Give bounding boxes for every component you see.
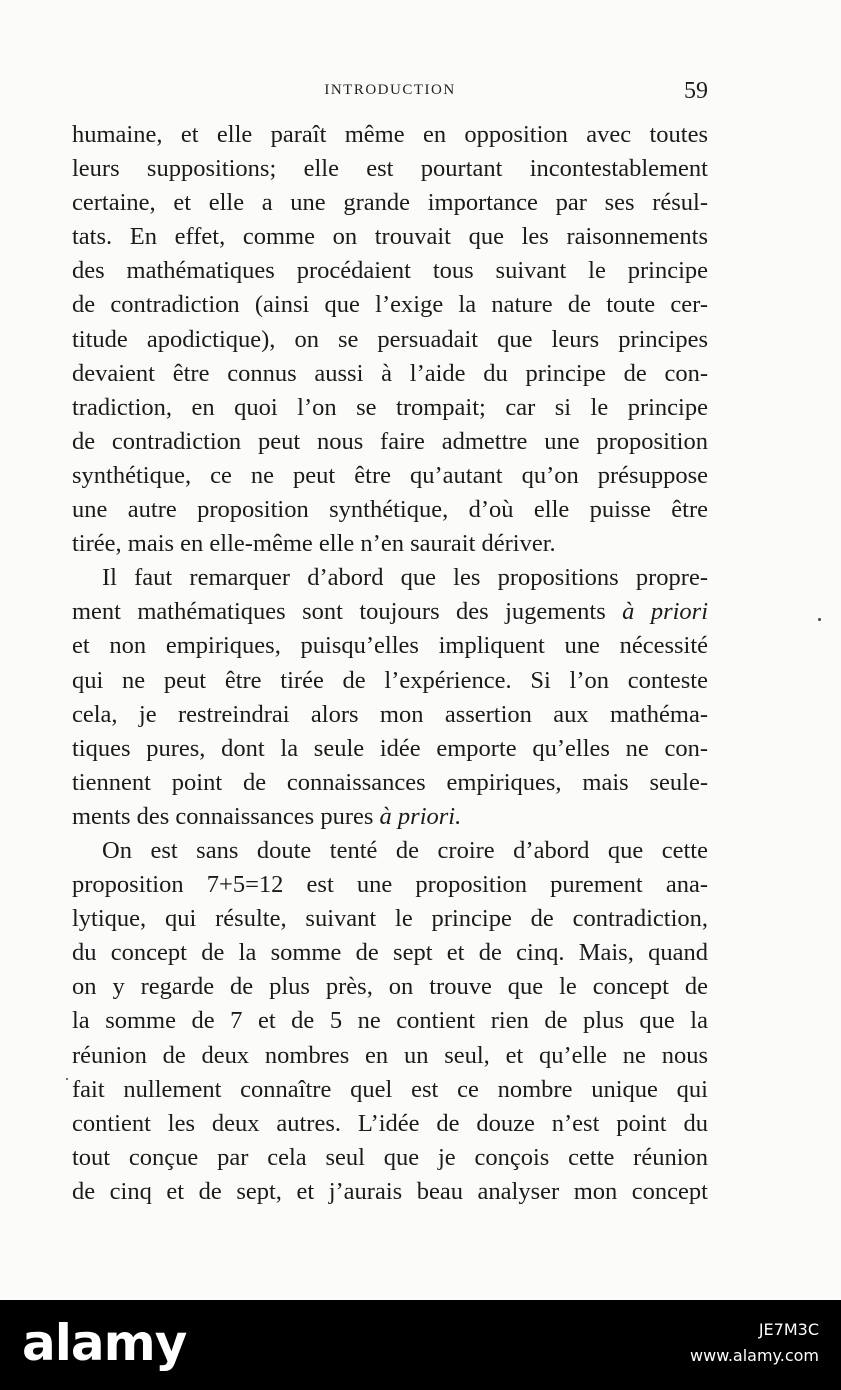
text-line: fait nullement connaître quel est ce nombre unique qui	[72, 1075, 708, 1103]
watermark-logo: alamy	[22, 1314, 187, 1372]
text-line: cela, je restreindrai alors mon assertion aux mathéma-	[72, 700, 708, 728]
text-line-with-italic	[72, 800, 708, 834]
text-line-with-italic	[72, 595, 708, 629]
text-line: de cinq et de sept, et j’aurais beau analyser mon concept	[72, 1177, 708, 1205]
text-line: lytique, qui résulte, suivant le principe de contradiction,	[72, 905, 708, 933]
text-line: du concept de la somme de sept et de cinq. Mais, quand	[72, 939, 708, 967]
text-line: contient les deux autres. L’idée de douze n’est point du	[72, 1109, 708, 1137]
text-line: Il faut remarquer d’abord que les propositions propre-	[102, 564, 708, 592]
text-line: tradiction, en quoi l’on se trompait; car si le principe	[72, 393, 708, 421]
text-line: leurs suppositions; elle est pourtant incontestablement	[72, 155, 708, 183]
text-line: de contradiction (ainsi que l’exige la nature de toute cer-	[72, 291, 708, 319]
text-line: certaine, et elle a une grande importance par ses résul-	[72, 189, 708, 217]
text-line: proposition 7+5=12 est une proposition purement ana-	[72, 871, 708, 899]
italic-a-priori: à priori.	[379, 802, 462, 830]
text-line: humaine, et elle paraît même en opposition avec toutes	[72, 121, 708, 148]
text-line: synthétique, ce ne peut être qu’autant qu’on présuppose	[72, 461, 708, 489]
text-line: qui ne peut être tirée de l’expérience. Si l’on conteste	[72, 666, 708, 694]
text-line: la somme de 7 et de 5 ne contient rien de plus que la	[72, 1007, 708, 1035]
paragraph-3	[72, 834, 708, 1209]
running-title: INTRODUCTION	[324, 82, 456, 98]
text-line: tiennent point de connaissances empiriques, mais seule-	[72, 768, 708, 796]
text-line: de contradiction peut nous faire admettre une proposition	[72, 427, 708, 455]
text-line: une autre proposition synthétique, d’où elle puisse être	[72, 496, 708, 524]
ink-speck	[66, 1078, 68, 1080]
text-line: tats. En effet, comme on trouvait que les raisonnements	[72, 223, 708, 251]
text-line: tirée, mais en elle-même elle n’en saurait dériver.	[72, 530, 556, 558]
watermark-url: www.alamy.com	[690, 1346, 819, 1365]
text-line: devaient être connus aussi à l’aide du principe de con-	[72, 359, 708, 387]
page-header	[72, 78, 708, 108]
text-line: tout conçue par cela seul que je conçois cette réunion	[72, 1143, 708, 1171]
italic-a-priori: à priori	[622, 598, 708, 626]
body-text	[72, 118, 708, 1209]
text-line: et non empiriques, puisqu’elles impliquent une nécessité	[72, 632, 708, 660]
text-line: titude apodictique), on se persuadait que leurs principes	[72, 325, 708, 353]
text-line: des mathématiques procédaient tous suivant le principe	[72, 257, 708, 285]
text-run: ments des connaissances pures	[72, 802, 374, 830]
paragraph-2	[72, 561, 708, 834]
text-line: réunion de deux nombres en un seul, et qu’elle ne nous	[72, 1041, 708, 1069]
text-line: on y regarde de plus près, on trouve que le concept de	[72, 973, 708, 1001]
text-run: ment mathématiques sont toujours des jugements	[72, 598, 606, 626]
text-line: On est sans doute tenté de croire d’abord que cette	[102, 836, 708, 864]
page-number: 59	[684, 78, 708, 104]
ink-speck	[818, 618, 821, 621]
paragraph-1	[72, 118, 708, 561]
watermark-bar	[0, 1300, 841, 1390]
text-line: tiques pures, dont la seule idée emporte qu’elles ne con-	[72, 734, 708, 762]
watermark-image-id: JE7M3C	[758, 1320, 819, 1339]
